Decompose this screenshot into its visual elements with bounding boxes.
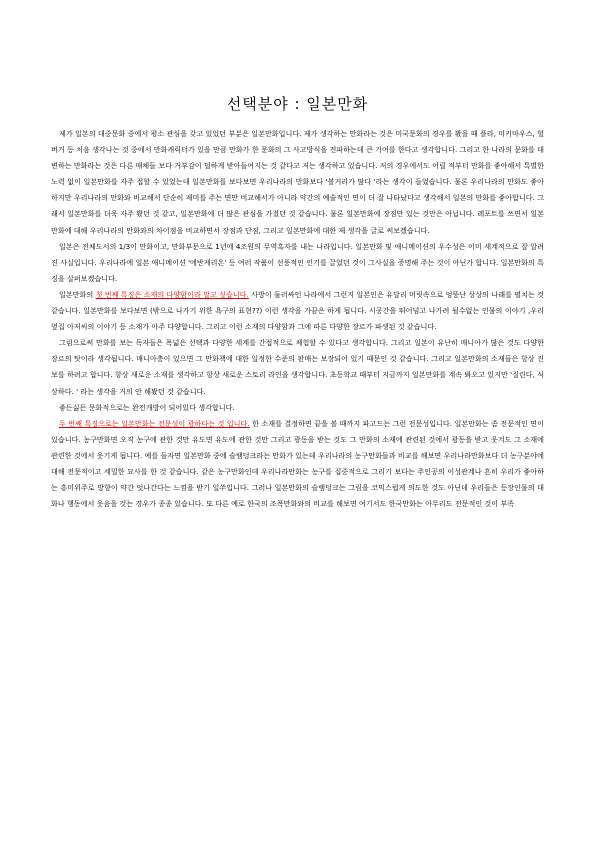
paragraph-text: 좋든싫든 문화적으로는 완전개방이 되어있다 생각합니다. (59, 402, 235, 412)
paragraph (51, 335, 544, 399)
paragraph (51, 400, 544, 416)
highlighted-text: 첫 번째 특징은 소재의 다양함이라 말고 싶습니다. (95, 289, 249, 299)
paragraph-text: 한 소재를 결정하면 끝을 볼 때까지 파고드는 그런 전문성입니다. 일본만화는 좀 전문적인 면이 있습니다. 농구만화면 오직 농구에 관한 것만 유도면 유도에 관한 것만 그리고 광동을 받는 것도 그 만화의 소재에 관련된 것에서 광동을 받고 웃겨도 그 소재에 관련한 것에서 웃기게 됩니다. 예를 들자면 일본만화 중에 슬램덩크라는 만화가 있는데 우리나라의 농구만화들과 비교를 해보면 우리나라만화보다 더 농구분야에 대해 전문적이고 세밀한 묘사를 한 것 같습니다. 같은 농구만화인데 우리나라만화는 농구를 집중적으로 그리기 보다는 주인공의 이성관계나 흔히 우리가 좋아하는 흥미위주로 방향이 약간 엇나간다는 느낌을 받기 일쑤입니다. 그러나 일본만화의 슬램덩크는 그림을 코믹스럽게 의도한 것도 아닌데 우리들은 등장인물의 대화나 행동에서 웃음을 것는 경우가 종종 있습니다. 또 다른 예로 한국의 조폭만화와의 비교를 해보면 여기서도 한국만화는 아무리도 전문적인 것이 부족 (51, 418, 544, 509)
paragraph (51, 287, 544, 335)
document-body (51, 126, 544, 512)
paragraph (51, 126, 544, 239)
paragraph-text: 일본만화의 (59, 289, 96, 299)
document-title: 선택분야 : 일본만화 (226, 95, 369, 113)
highlighted-text: 두 번째 특징으로는 일본만화는 전문성이 광하다는 것 입니다. (59, 418, 250, 428)
paragraph-text: 일본은 전체도서의 1/3이 만화이고, 만화부문으로 1년에 4조원의 무역흑자를 내는 나라입니다. 일본만화 및 애니메이션의 우수성은 이미 세계적으로 잘 알려진 사실입니다. 우리나라에 일본 애니메이션 '에반게리온' 등 여러 작품이 선풍적인 인기를 끌었던 것이 그사실을 증명해 주는 것이 아닌가 합니다. 일본만화의 특징을 살펴보겠습니다. (51, 241, 544, 283)
paragraph-text: 그럼으로써 만화를 보는 독자들은 폭넓은 선택과 다양한 세계를 간접적으로 체험할 수 있다고 생각합니다. 그리고 일본이 유난히 매니아가 많은 것도 다양한 장르의 탓이라 생각됩니다. 매니아층이 있으면 그 만화책에 대한 일정한 수준의 판매는 보장되어 있기 때문인 것 같습니다. 그리고 일본만화의 소재들은 항상 진보를 하려고 합니다. 항상 새로운 소재를 생각하고 항상 새로운 스토리 라인을 생각합니다. 초등학교 때부터 지금까지 일본만화를 계속 봐오고 있지만 '질린다, 식상하다. ' 라는 생각을 거의 안 해봤던 것 같습니다. (51, 338, 544, 396)
paragraph (51, 416, 544, 513)
paragraph-text: 제가 일본의 대중문화 중에서 평소 관심을 갖고 있었던 부분은 일본만화입니다. 제가 생각하는 만화라는 것은 미국문화의 경우를 봤을 때 플라, 미키마우스, 헐버거 등 처음 생각나는 것 중에서 만화캐릭터가 있을 만큼 만화가 한 문화의 그 사고방식을 전파하는데 큰 기여를 한다고 생각합니다. 그리고 한 나라의 문화를 대변하는 만화라는 것은 다른 매체들 보다 거부감이 덜하게 받아들여지는 것 같다고 저는 생각하고 있습니다. 저의 경우에서도 어릴 적부터 만화를 좋아해서 특별한 노력 없이 일본만화를 자주 접할 수 있었는데 일본만화를 보다보면 우리나라의 만화보다 '볼거리가 많다 '라는 생각이 들었습니다. 물론 우리나라의 만화도 좋아하지만 우리나라의 만화와 비교해서 단순히 재미를 주는 면만 비교해서가 아니라 약간의 예술적인 면이 더 잘 나타났다고 생각해서 일본의 만화를 좋아합니다. 그래서 일본만화를 더욱 자주 봤던 것 같고, 일본만화에 더 많은 관심을 가졌던 것 같습니다. 물론 일본만화에 장점만 있는 것만은 아닙니다. 레포트를 쓰면서 일본만화에 대해 우리나라의 만화와의 차이점을 비교하면서 장점과 단점, 그리고 일본만화에 대한 제 생각을 글로 써보겠습니다. (51, 129, 544, 235)
paragraph-text: 사방이 둘러싸인 나라에서 그런지 일본인은 유달리 머릿속으로 엉뚱난 상상의 나래를 펼치는 것 같습니다. 일본만화를 보다보면 (밖으로 나가기 위한 욕구의 표현??) 이런 생각을 가끔은 하게 됩니다. 시공간을 뛰어넘고 나가려 될수없는 인물의 이야기 ,우리 옆집 아저씨의 이야기 등 소재가 아주 다양합니다. 그리고 이런 소재의 다양함과 그에 따른 다양한 장르가 파생된 것 같습니다. (51, 289, 544, 332)
paragraph (51, 239, 544, 287)
